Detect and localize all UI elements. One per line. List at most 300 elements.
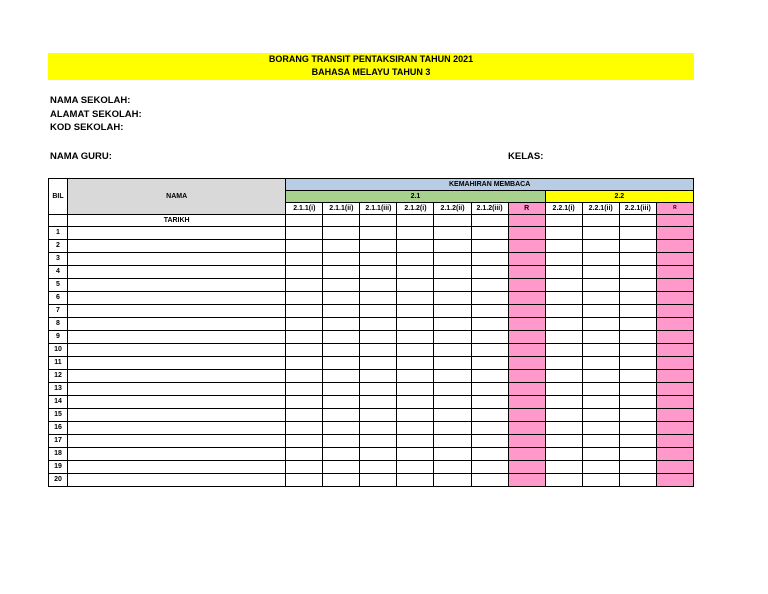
score-cell[interactable] (397, 396, 434, 409)
score-cell[interactable] (471, 253, 508, 266)
score-cell[interactable] (286, 396, 323, 409)
table-row (49, 422, 694, 435)
score-cell[interactable] (434, 370, 471, 383)
score-cell[interactable] (582, 253, 619, 266)
score-cell[interactable] (286, 253, 323, 266)
score-cell[interactable] (545, 253, 582, 266)
table-row (49, 370, 694, 383)
score-cell[interactable] (323, 253, 360, 266)
student-name-cell[interactable] (68, 370, 286, 383)
score-cell[interactable] (619, 461, 656, 474)
score-cell[interactable] (582, 370, 619, 383)
score-cell-r[interactable] (656, 461, 693, 474)
score-cell[interactable] (619, 422, 656, 435)
score-cell[interactable] (323, 344, 360, 357)
score-cell[interactable] (545, 396, 582, 409)
score-cell[interactable] (582, 396, 619, 409)
score-cell[interactable] (323, 292, 360, 305)
score-cell[interactable] (582, 318, 619, 331)
student-name-cell[interactable] (68, 435, 286, 448)
score-cell[interactable] (471, 240, 508, 253)
score-cell[interactable] (471, 292, 508, 305)
student-name-cell[interactable] (68, 474, 286, 487)
score-cell[interactable] (360, 305, 397, 318)
score-cell[interactable] (471, 435, 508, 448)
score-cell[interactable] (545, 344, 582, 357)
score-cell[interactable] (545, 422, 582, 435)
student-name-cell[interactable] (68, 461, 286, 474)
score-cell[interactable] (397, 305, 434, 318)
score-cell-r[interactable] (508, 409, 545, 422)
student-name-cell[interactable] (68, 331, 286, 344)
score-cell[interactable] (434, 253, 471, 266)
skill-header: KEMAHIRAN MEMBACA (286, 179, 694, 191)
score-cell[interactable] (434, 227, 471, 240)
score-cell-r[interactable] (508, 396, 545, 409)
col-header-r: R (656, 203, 693, 215)
col-header: 2.2.1(i) (545, 203, 582, 215)
score-cell-r[interactable] (508, 253, 545, 266)
score-cell[interactable] (471, 448, 508, 461)
col-header: 2.1.2(iii) (471, 203, 508, 215)
score-cell[interactable] (582, 331, 619, 344)
score-cell[interactable] (434, 396, 471, 409)
score-cell[interactable] (471, 409, 508, 422)
score-cell[interactable] (360, 292, 397, 305)
score-cell[interactable] (360, 253, 397, 266)
score-cell[interactable] (545, 474, 582, 487)
score-cell[interactable] (619, 227, 656, 240)
score-cell[interactable] (397, 279, 434, 292)
row-number: 11 (49, 357, 68, 370)
score-cell[interactable] (545, 370, 582, 383)
score-cell[interactable] (434, 305, 471, 318)
score-cell[interactable] (323, 448, 360, 461)
score-cell[interactable] (619, 370, 656, 383)
score-cell[interactable] (619, 448, 656, 461)
score-cell-r[interactable] (508, 292, 545, 305)
score-cell[interactable] (582, 305, 619, 318)
score-cell-r[interactable] (656, 357, 693, 370)
score-cell[interactable] (397, 318, 434, 331)
tarikh-cell[interactable] (434, 215, 471, 227)
row-number: 17 (49, 435, 68, 448)
student-name-cell[interactable] (68, 409, 286, 422)
student-name-cell[interactable] (68, 344, 286, 357)
score-cell[interactable] (323, 422, 360, 435)
score-cell[interactable] (286, 227, 323, 240)
score-cell[interactable] (286, 435, 323, 448)
score-cell[interactable] (545, 435, 582, 448)
score-cell-r[interactable] (656, 253, 693, 266)
score-cell[interactable] (323, 396, 360, 409)
score-cell-r[interactable] (508, 383, 545, 396)
score-cell[interactable] (582, 292, 619, 305)
tarikh-cell-r[interactable] (656, 215, 693, 227)
score-cell-r[interactable] (508, 279, 545, 292)
tarikh-cell[interactable] (286, 215, 323, 227)
score-cell[interactable] (471, 461, 508, 474)
score-cell-r[interactable] (508, 305, 545, 318)
score-cell[interactable] (323, 474, 360, 487)
score-cell[interactable] (619, 344, 656, 357)
score-cell-r[interactable] (508, 422, 545, 435)
score-cell[interactable] (434, 357, 471, 370)
student-name-cell[interactable] (68, 253, 286, 266)
score-cell[interactable] (545, 266, 582, 279)
table-row (49, 448, 694, 461)
score-cell-r[interactable] (656, 409, 693, 422)
score-cell[interactable] (397, 409, 434, 422)
score-cell[interactable] (360, 422, 397, 435)
table-row (49, 461, 694, 474)
score-cell[interactable] (434, 461, 471, 474)
student-name-cell[interactable] (68, 357, 286, 370)
score-cell[interactable] (323, 331, 360, 344)
score-cell[interactable] (471, 370, 508, 383)
score-cell[interactable] (619, 409, 656, 422)
score-cell[interactable] (397, 227, 434, 240)
score-cell-r[interactable] (508, 357, 545, 370)
alamat-sekolah-label: ALAMAT SEKOLAH: (50, 109, 142, 120)
tarikh-cell[interactable] (360, 215, 397, 227)
score-cell-r[interactable] (508, 318, 545, 331)
group-2-2-header: 2.2 (545, 191, 693, 203)
table-row (49, 292, 694, 305)
score-cell-r[interactable] (656, 422, 693, 435)
score-cell-r[interactable] (508, 344, 545, 357)
score-cell[interactable] (286, 383, 323, 396)
score-cell[interactable] (434, 279, 471, 292)
score-cell[interactable] (360, 435, 397, 448)
table-row (49, 279, 694, 292)
score-cell[interactable] (471, 383, 508, 396)
score-cell[interactable] (360, 474, 397, 487)
score-cell[interactable] (471, 422, 508, 435)
score-cell[interactable] (545, 357, 582, 370)
score-cell[interactable] (545, 227, 582, 240)
score-cell[interactable] (360, 357, 397, 370)
student-name-cell[interactable] (68, 383, 286, 396)
score-cell[interactable] (434, 435, 471, 448)
score-cell[interactable] (582, 435, 619, 448)
score-cell-r[interactable] (656, 227, 693, 240)
student-name-cell[interactable] (68, 396, 286, 409)
score-cell[interactable] (286, 409, 323, 422)
score-cell[interactable] (471, 227, 508, 240)
tarikh-cell[interactable] (471, 215, 508, 227)
score-cell[interactable] (619, 253, 656, 266)
score-cell[interactable] (619, 305, 656, 318)
score-cell[interactable] (545, 318, 582, 331)
score-cell[interactable] (323, 383, 360, 396)
score-cell[interactable] (286, 461, 323, 474)
score-cell[interactable] (545, 331, 582, 344)
score-cell-r[interactable] (656, 240, 693, 253)
score-cell-r[interactable] (656, 370, 693, 383)
score-cell[interactable] (360, 331, 397, 344)
score-cell[interactable] (582, 383, 619, 396)
score-cell[interactable] (582, 227, 619, 240)
score-cell[interactable] (434, 318, 471, 331)
col-header: 2.2.1(ii) (582, 203, 619, 215)
row-number: 15 (49, 409, 68, 422)
score-cell[interactable] (619, 240, 656, 253)
score-cell[interactable] (286, 474, 323, 487)
score-cell[interactable] (545, 448, 582, 461)
tarikh-label: TARIKH (68, 215, 286, 227)
score-cell[interactable] (360, 344, 397, 357)
score-cell[interactable] (434, 448, 471, 461)
score-cell[interactable] (286, 448, 323, 461)
score-cell[interactable] (360, 279, 397, 292)
score-cell[interactable] (582, 461, 619, 474)
score-cell[interactable] (545, 305, 582, 318)
score-cell[interactable] (434, 292, 471, 305)
table-row (49, 305, 694, 318)
row-number: 7 (49, 305, 68, 318)
score-cell[interactable] (286, 318, 323, 331)
tarikh-cell-r[interactable] (508, 215, 545, 227)
student-name-cell[interactable] (68, 292, 286, 305)
table-row (49, 357, 694, 370)
student-name-cell[interactable] (68, 422, 286, 435)
score-cell[interactable] (471, 279, 508, 292)
score-cell-r[interactable] (508, 227, 545, 240)
score-cell[interactable] (323, 409, 360, 422)
col-header: 2.1.2(ii) (434, 203, 471, 215)
table-row (49, 331, 694, 344)
score-cell-r[interactable] (508, 370, 545, 383)
score-cell[interactable] (619, 474, 656, 487)
score-cell[interactable] (582, 344, 619, 357)
score-cell-r[interactable] (656, 435, 693, 448)
score-cell[interactable] (434, 383, 471, 396)
score-cell[interactable] (286, 240, 323, 253)
score-cell[interactable] (286, 370, 323, 383)
score-cell[interactable] (545, 383, 582, 396)
score-cell[interactable] (545, 279, 582, 292)
score-cell[interactable] (434, 344, 471, 357)
score-cell[interactable] (434, 409, 471, 422)
score-cell-r[interactable] (508, 331, 545, 344)
score-cell[interactable] (397, 422, 434, 435)
score-cell[interactable] (619, 331, 656, 344)
score-cell[interactable] (286, 331, 323, 344)
tarikh-cell[interactable] (582, 215, 619, 227)
score-cell[interactable] (471, 305, 508, 318)
row-number: 4 (49, 266, 68, 279)
score-cell[interactable] (545, 409, 582, 422)
score-cell[interactable] (582, 240, 619, 253)
score-cell[interactable] (397, 461, 434, 474)
score-cell[interactable] (619, 292, 656, 305)
score-cell[interactable] (434, 474, 471, 487)
score-cell-r[interactable] (656, 305, 693, 318)
score-cell[interactable] (360, 266, 397, 279)
score-cell-r[interactable] (656, 292, 693, 305)
tarikh-cell[interactable] (619, 215, 656, 227)
score-cell[interactable] (286, 292, 323, 305)
score-cell[interactable] (323, 240, 360, 253)
score-cell[interactable] (360, 448, 397, 461)
score-cell[interactable] (471, 331, 508, 344)
score-cell[interactable] (323, 435, 360, 448)
student-name-cell[interactable] (68, 305, 286, 318)
score-cell[interactable] (582, 474, 619, 487)
row-number: 5 (49, 279, 68, 292)
score-cell[interactable] (397, 266, 434, 279)
score-cell[interactable] (360, 396, 397, 409)
table-row (49, 396, 694, 409)
score-cell[interactable] (434, 422, 471, 435)
score-cell-r[interactable] (508, 461, 545, 474)
score-cell[interactable] (323, 227, 360, 240)
score-cell[interactable] (360, 383, 397, 396)
score-cell[interactable] (471, 396, 508, 409)
score-cell[interactable] (286, 357, 323, 370)
table-row (49, 240, 694, 253)
col-header: 2.1.2(i) (397, 203, 434, 215)
student-name-cell[interactable] (68, 448, 286, 461)
score-cell[interactable] (286, 344, 323, 357)
col-header: 2.1.1(iii) (360, 203, 397, 215)
col-header: 2.1.1(i) (286, 203, 323, 215)
kod-sekolah-label: KOD SEKOLAH: (50, 122, 124, 133)
score-cell[interactable] (582, 266, 619, 279)
group-2-1-header: 2.1 (286, 191, 545, 203)
student-name-cell[interactable] (68, 240, 286, 253)
score-cell[interactable] (545, 240, 582, 253)
score-cell[interactable] (619, 435, 656, 448)
tarikh-cell[interactable] (323, 215, 360, 227)
tarikh-cell[interactable] (397, 215, 434, 227)
score-cell[interactable] (360, 409, 397, 422)
score-cell[interactable] (397, 383, 434, 396)
table-row (49, 435, 694, 448)
row-number: 12 (49, 370, 68, 383)
score-cell[interactable] (471, 266, 508, 279)
score-cell[interactable] (397, 474, 434, 487)
student-name-cell[interactable] (68, 227, 286, 240)
score-cell-r[interactable] (508, 266, 545, 279)
row-number: 10 (49, 344, 68, 357)
score-cell[interactable] (397, 292, 434, 305)
score-cell[interactable] (360, 240, 397, 253)
title-band (48, 53, 694, 80)
score-cell[interactable] (397, 344, 434, 357)
score-cell[interactable] (471, 474, 508, 487)
score-cell[interactable] (582, 448, 619, 461)
row-number: 16 (49, 422, 68, 435)
score-cell[interactable] (582, 409, 619, 422)
score-cell[interactable] (397, 253, 434, 266)
score-cell-r[interactable] (656, 344, 693, 357)
score-cell[interactable] (397, 357, 434, 370)
score-cell-r[interactable] (656, 266, 693, 279)
score-cell[interactable] (471, 357, 508, 370)
score-cell[interactable] (286, 279, 323, 292)
form-subtitle: BAHASA MELAYU TAHUN 3 (311, 67, 431, 77)
score-cell[interactable] (397, 331, 434, 344)
tarikh-cell[interactable] (545, 215, 582, 227)
score-cell-r[interactable] (656, 448, 693, 461)
score-cell[interactable] (286, 422, 323, 435)
form-title: BORANG TRANSIT PENTAKSIRAN TAHUN 2021 (268, 54, 474, 64)
table-row (49, 474, 694, 487)
score-cell[interactable] (582, 357, 619, 370)
nama-header: NAMA (68, 179, 286, 215)
score-cell-r[interactable] (656, 318, 693, 331)
score-cell-r[interactable] (656, 474, 693, 487)
row-number: 14 (49, 396, 68, 409)
score-cell[interactable] (397, 435, 434, 448)
score-cell[interactable] (360, 461, 397, 474)
assessment-table (48, 178, 694, 487)
score-cell[interactable] (323, 279, 360, 292)
score-cell[interactable] (434, 240, 471, 253)
score-cell[interactable] (619, 357, 656, 370)
score-cell[interactable] (323, 266, 360, 279)
score-cell[interactable] (471, 344, 508, 357)
score-cell[interactable] (360, 227, 397, 240)
score-cell[interactable] (323, 370, 360, 383)
score-cell[interactable] (434, 331, 471, 344)
student-name-cell[interactable] (68, 266, 286, 279)
score-cell[interactable] (434, 266, 471, 279)
score-cell[interactable] (619, 318, 656, 331)
score-cell[interactable] (397, 240, 434, 253)
bil-header: BIL (49, 179, 68, 215)
score-cell[interactable] (619, 279, 656, 292)
score-cell[interactable] (397, 370, 434, 383)
col-header: 2.1.1(ii) (323, 203, 360, 215)
score-cell-r[interactable] (656, 383, 693, 396)
score-cell[interactable] (545, 461, 582, 474)
score-cell-r[interactable] (508, 435, 545, 448)
score-cell[interactable] (619, 383, 656, 396)
col-header: 2.2.1(iii) (619, 203, 656, 215)
score-cell[interactable] (360, 318, 397, 331)
score-cell[interactable] (323, 305, 360, 318)
score-cell-r[interactable] (656, 396, 693, 409)
score-cell[interactable] (545, 292, 582, 305)
score-cell-r[interactable] (508, 240, 545, 253)
score-cell[interactable] (323, 357, 360, 370)
table-row (49, 253, 694, 266)
score-cell-r[interactable] (508, 474, 545, 487)
score-cell[interactable] (619, 266, 656, 279)
score-cell[interactable] (582, 422, 619, 435)
student-name-cell[interactable] (68, 279, 286, 292)
score-cell-r[interactable] (656, 331, 693, 344)
score-cell[interactable] (360, 370, 397, 383)
score-cell[interactable] (619, 396, 656, 409)
student-name-cell[interactable] (68, 318, 286, 331)
kelas-label: KELAS: (508, 151, 544, 162)
col-header-r: R (508, 203, 545, 215)
score-cell[interactable] (286, 305, 323, 318)
score-cell[interactable] (323, 461, 360, 474)
score-cell[interactable] (286, 266, 323, 279)
score-cell[interactable] (397, 448, 434, 461)
score-cell[interactable] (323, 318, 360, 331)
score-cell-r[interactable] (508, 448, 545, 461)
score-cell-r[interactable] (656, 279, 693, 292)
table-row (49, 227, 694, 240)
score-cell[interactable] (471, 318, 508, 331)
score-cell[interactable] (582, 279, 619, 292)
